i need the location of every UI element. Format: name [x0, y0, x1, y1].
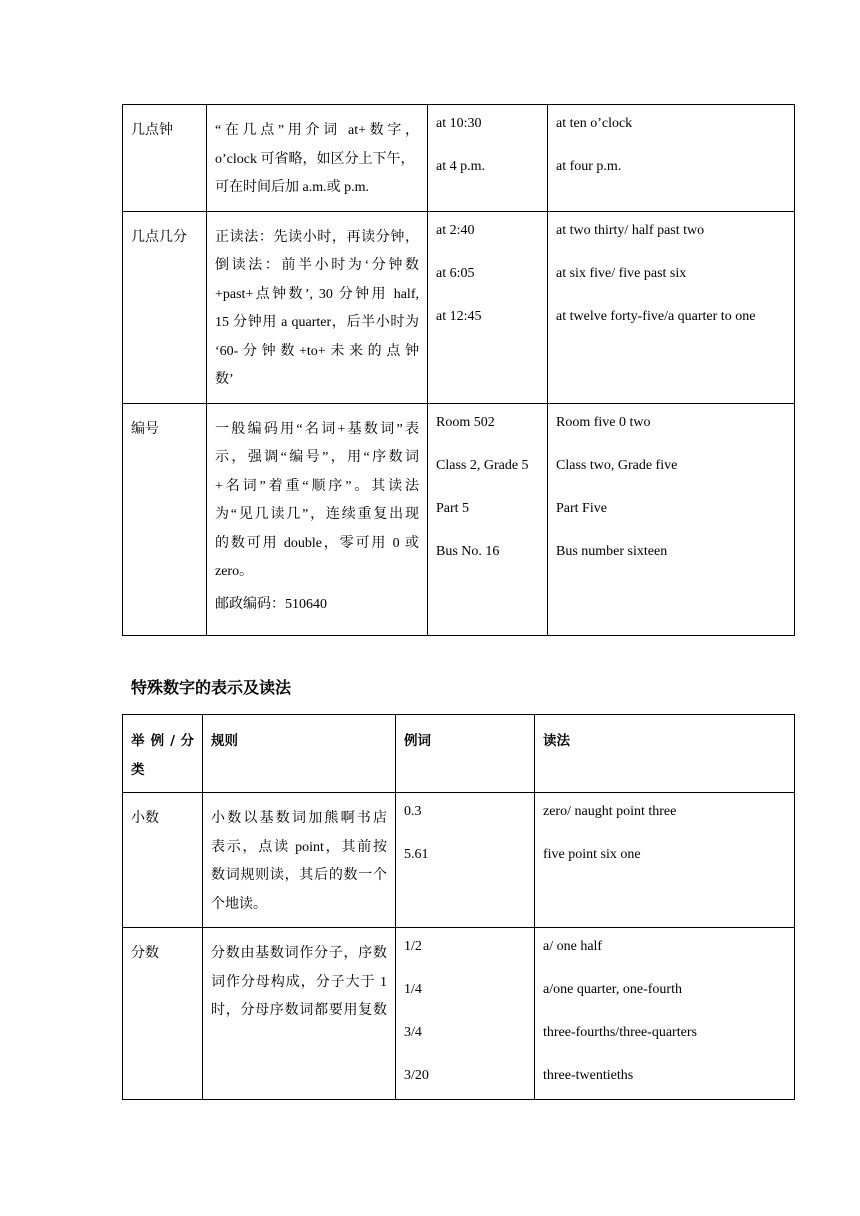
header-example: 例词 — [396, 715, 535, 793]
table-row — [123, 403, 795, 635]
reading-text: three-fourths/three-quarters — [543, 1025, 697, 1040]
rule-line: 个地读。 — [211, 896, 267, 912]
reading-text: at four p.m. — [556, 159, 622, 174]
header-rule: 规则 — [203, 715, 396, 793]
rule-line: 一般编码用“名词+基数词”表 — [215, 421, 419, 437]
rule-line: 15 分钟用 a quarter，后半小时为 — [215, 315, 419, 330]
rule-line: ‘60-分钟数+to+未来的点钟 — [215, 343, 419, 359]
reading-text: five point six one — [543, 847, 641, 862]
rule-line: 词作分母构成，分子大于 1 — [211, 974, 387, 990]
reading-text: at ten o’clock — [556, 116, 633, 131]
table-row — [123, 211, 795, 403]
special-numbers-table — [122, 714, 795, 1100]
example-cell — [428, 211, 548, 403]
example-text: at 2:40 — [436, 222, 475, 238]
category-cell: 编号 — [123, 403, 207, 635]
reading-text: at two thirty/ half past two — [556, 222, 705, 238]
example-text: at 6:05 — [436, 265, 475, 281]
rule-line: 数’ — [215, 372, 234, 387]
rule-line: +past+点钟数’, 30 分钟用 half, — [215, 286, 419, 302]
table-header-row — [123, 715, 795, 793]
example-text: Part 5 — [436, 500, 470, 516]
rule-line: 小数以基数词加熊啊书店 — [211, 811, 387, 826]
reading-cell — [548, 211, 795, 403]
rule-line: 分数由基数词作分子，序数 — [211, 946, 387, 961]
reading-text: Bus number sixteen — [556, 543, 668, 559]
rule-cell — [203, 793, 396, 928]
reading-text: zero/ naught point three — [543, 804, 677, 819]
category-cell: 小数 — [123, 793, 203, 928]
example-text: Room 502 — [436, 414, 495, 430]
reading-cell — [548, 403, 795, 635]
rule-line: zero。 — [215, 564, 254, 579]
rule-line: 正读法：先读小时，再读分钟， — [215, 229, 419, 245]
example-text: 1/2 — [404, 939, 422, 954]
rule-cell — [207, 403, 428, 635]
reading-text: at six five/ five past six — [556, 265, 687, 281]
example-text: 1/4 — [404, 982, 422, 997]
example-text: 3/4 — [404, 1025, 422, 1040]
example-text: 3/20 — [404, 1068, 429, 1083]
example-text: at 12:45 — [436, 308, 482, 324]
postal-code-note: 邮政编码：510640 — [215, 596, 327, 612]
example-cell — [428, 403, 548, 635]
reading-text: Part Five — [556, 500, 607, 516]
reading-text: Class two, Grade five — [556, 457, 678, 473]
example-cell — [396, 928, 535, 1100]
header-category: 举 例 / 分 类 — [123, 715, 203, 793]
category-cell: 分数 — [123, 928, 203, 1100]
rule-line: “在几点”用介词 at+数字， — [215, 123, 419, 138]
rule-line: 表示，点读 point，其前按 — [211, 839, 387, 855]
rule-line: 为“见几读几”，连续重复出现 — [215, 507, 419, 522]
reading-cell — [535, 928, 795, 1100]
rule-line: 示，强调“编号”，用“序数词 — [215, 450, 419, 465]
rule-line: 可在时间后加 a.m.或 p.m. — [215, 180, 369, 195]
example-text: Bus No. 16 — [436, 543, 500, 559]
reading-cell — [535, 793, 795, 928]
example-text: at 10:30 — [436, 116, 482, 131]
rule-line: 的数可用 double，零可用 0 或 — [215, 535, 419, 551]
example-cell — [428, 105, 548, 212]
reading-text: three-twentieths — [543, 1068, 634, 1083]
rule-line: o’clock 可省略，如区分上下午， — [215, 151, 415, 167]
table-row — [123, 928, 795, 1100]
rule-line: 时，分母序数词都要用复数 — [211, 1003, 387, 1018]
rule-cell — [203, 928, 396, 1100]
example-cell — [396, 793, 535, 928]
header-reading: 读法 — [535, 715, 795, 793]
reading-text: a/one quarter, one-fourth — [543, 982, 682, 997]
section-title: 特殊数字的表示及读法 — [131, 678, 292, 697]
reading-text: Room five 0 two — [556, 414, 651, 430]
rule-line: +名词”着重“顺序”。其读法 — [215, 478, 419, 494]
example-text: at 4 p.m. — [436, 159, 485, 174]
rule-line: 数词规则读，其后的数一个 — [211, 868, 387, 883]
table-row — [123, 793, 795, 928]
rule-cell — [207, 211, 428, 403]
category-cell: 几点几分 — [123, 211, 207, 403]
reading-text: at twelve forty-five/a quarter to one — [556, 308, 756, 324]
reading-cell — [548, 105, 795, 212]
table-row — [123, 105, 795, 212]
example-text: 0.3 — [404, 804, 422, 819]
reading-text: a/ one half — [543, 939, 603, 954]
category-cell: 几点钟 — [123, 105, 207, 212]
rule-cell — [207, 105, 428, 212]
example-text: Class 2, Grade 5 — [436, 457, 529, 473]
time-and-number-table — [122, 104, 795, 636]
example-text: 5.61 — [404, 847, 429, 862]
rule-line: 倒读法：前半小时为‘分钟数 — [215, 258, 419, 273]
